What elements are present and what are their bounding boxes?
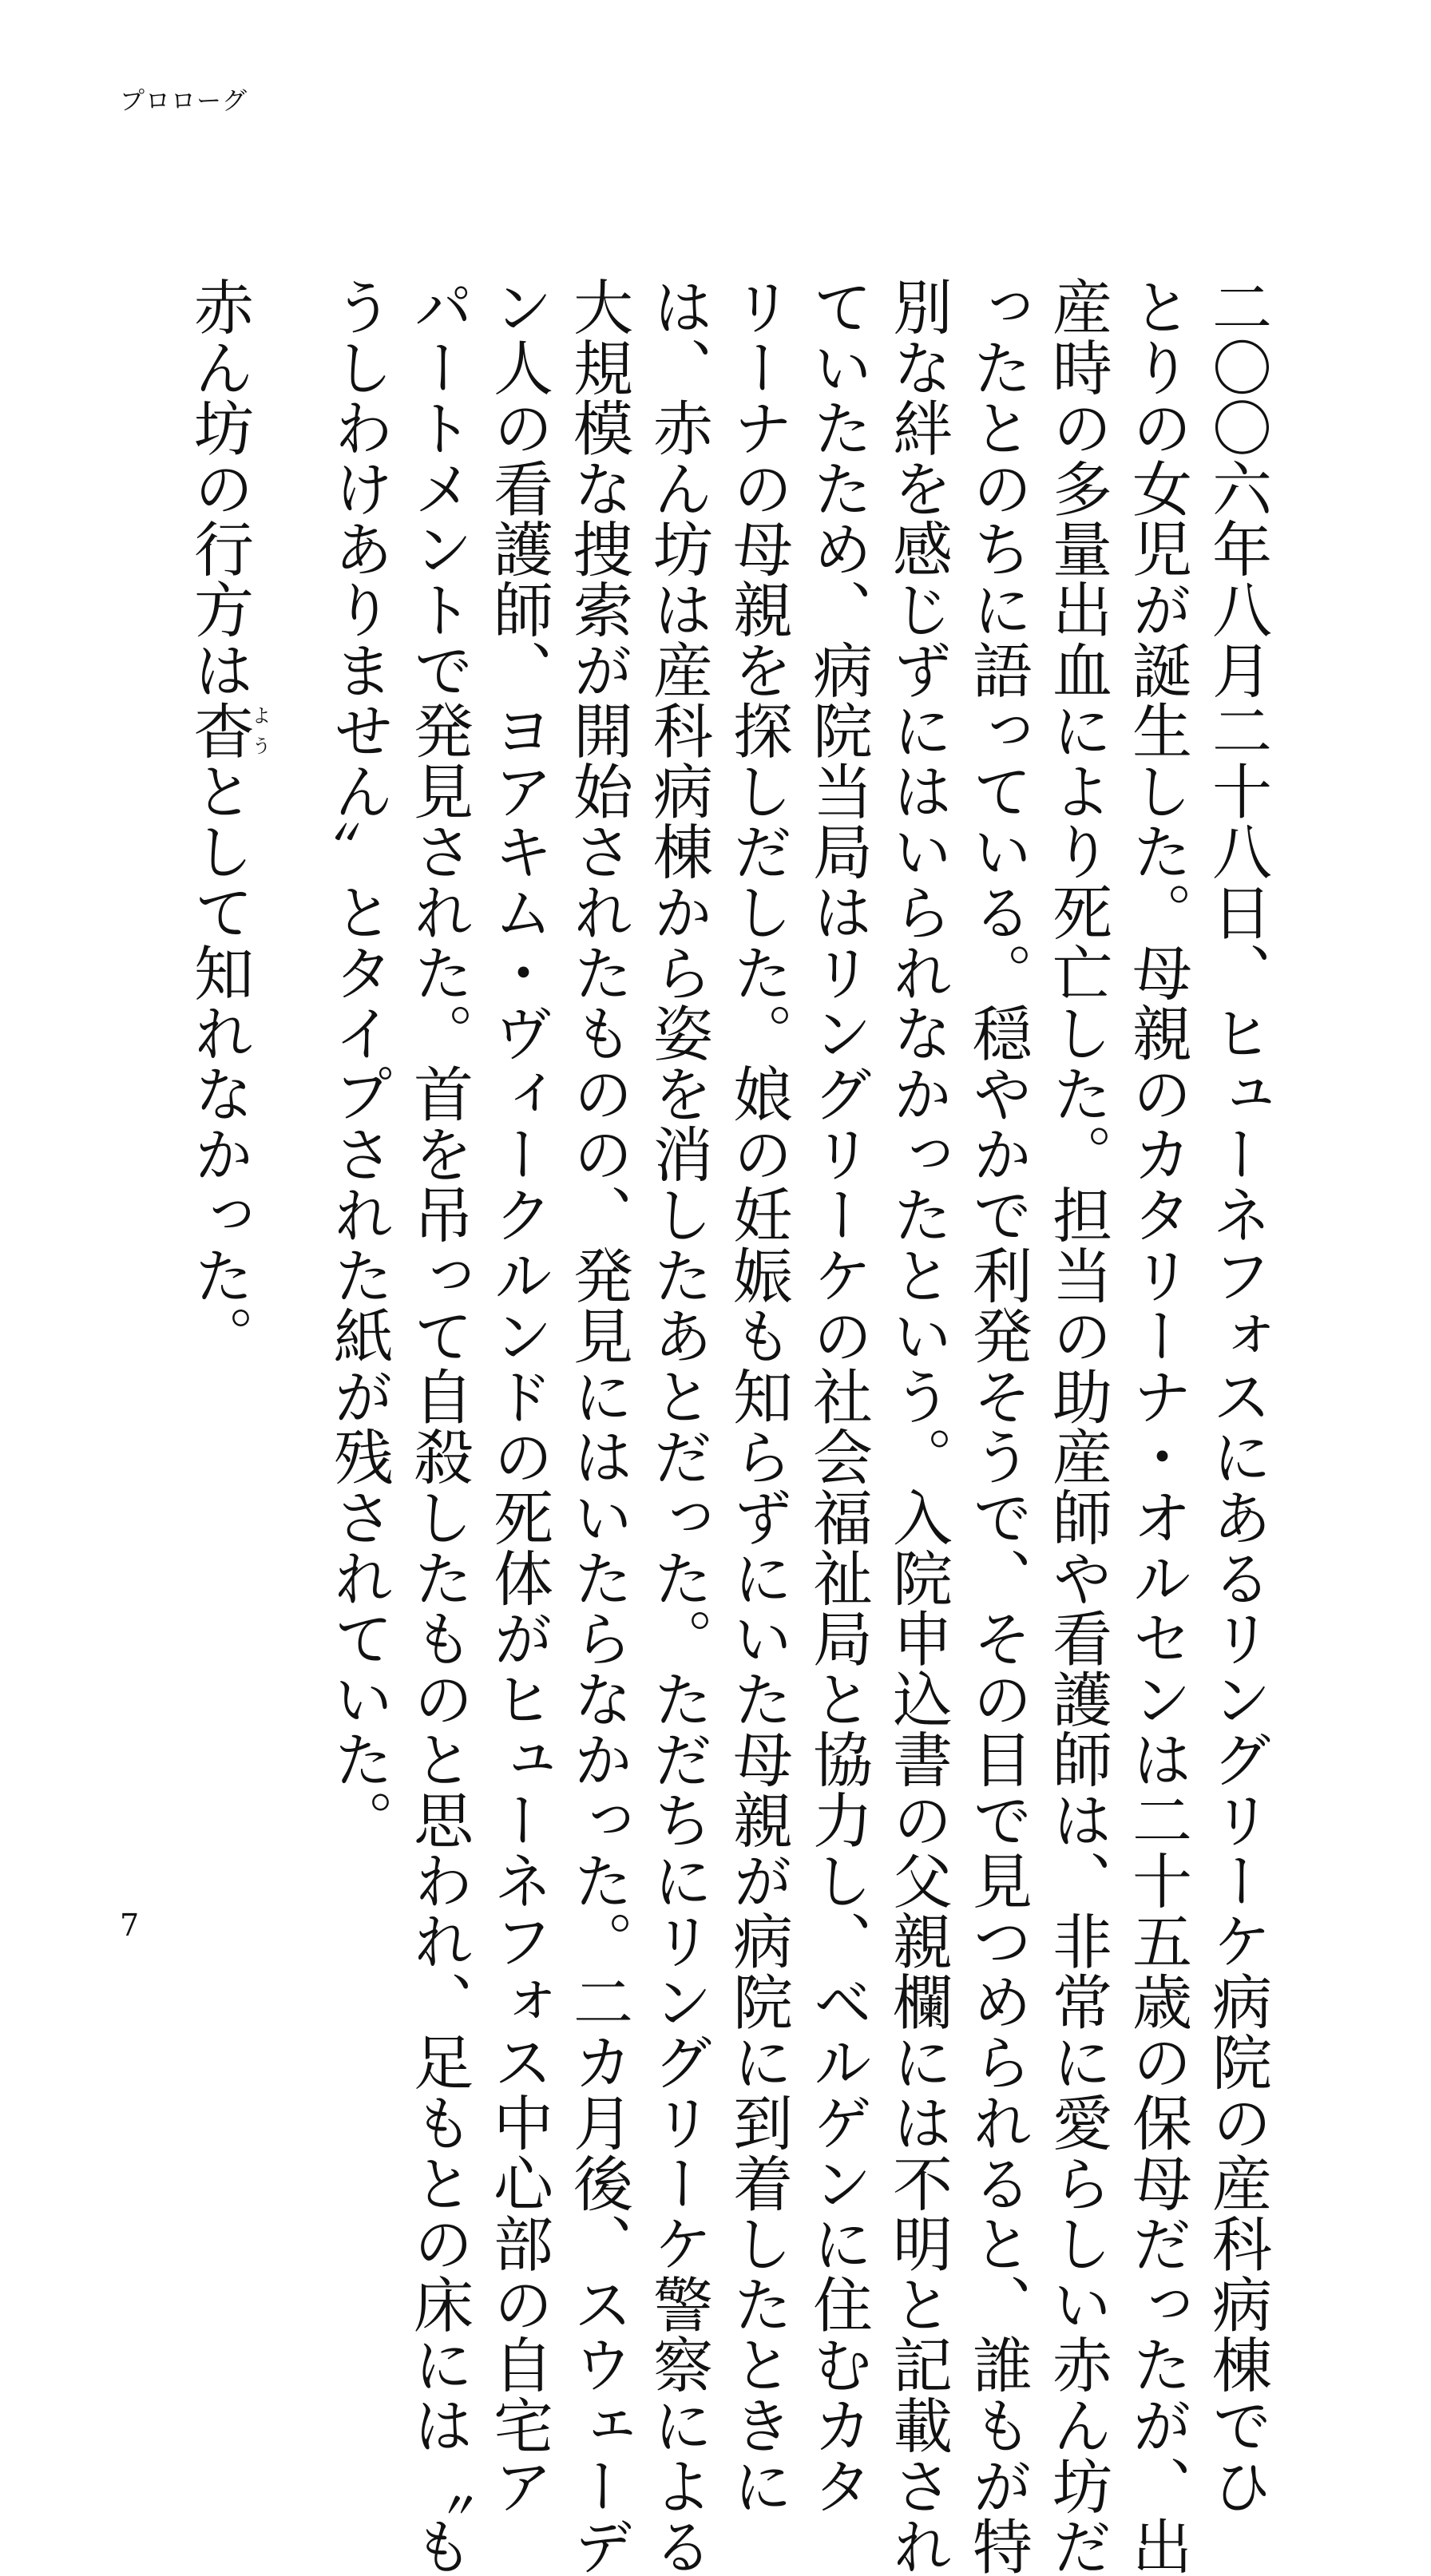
text-column: 二〇〇六年八月二十八日、ヒューネフォスにあるリングリーケ病院の産科病棟でひ [1203,276,1273,2516]
text-column: とりの女児が誕生した。母親のカタリーナ・オルセンは二十五歳の保母だったが、出 [1123,276,1193,2576]
text-column: 大規模な捜索が開始されたものの、発見にはいたらなかった。二カ月後、スウェーデ [564,276,634,2576]
text-column: ン人の看護師、ヨアキム・ヴィークルンドの死体がヒューネフォス中心部の自宅ア [484,276,554,2516]
ruby-annotation [184,699,271,761]
running-header: プロローグ [120,87,248,116]
text-fragment: 赤ん坊の行方は [184,276,255,700]
text-column: 別な絆を感じずにはいられなかったという。入院申込書の父親欄には不明と記載され [883,276,953,2576]
ruby-reading: よう [248,699,271,761]
text-column: ていたため、病院当局はリングリーケの社会福祉局と協力し、ベルゲンに住むカタ [803,276,874,2516]
text-column: パートメントで発見された。首を吊って自殺したものと思われ、足もとの床には〝も [404,276,474,2576]
body-text [180,276,1278,2576]
text-fragment: として知れなかった。 [184,760,255,1366]
text-column: ったとのちに語っている。穏やかで利発そうで、その目で見つめられると、誰もが特 [963,276,1033,2576]
text-column-last-paragraph [180,276,319,1905]
text-column: リーナの母親を探しだした。娘の妊娠も知らずにいた母親が病院に到着したときに [723,276,794,2516]
text-column: 産時の多量出血により死亡した。担当の助産師や看護師は、非常に愛らしい赤ん坊だ [1043,276,1113,2576]
page-number: 7 [120,1908,140,1943]
text-column: うしわけありません〟とタイプされた紙が残されていた。 [324,276,394,1850]
text-column: は、赤ん坊は産科病棟から姿を消したあとだった。ただちにリングリーケ警察による [644,276,714,2576]
ruby-base-char: 杳 [184,699,255,761]
